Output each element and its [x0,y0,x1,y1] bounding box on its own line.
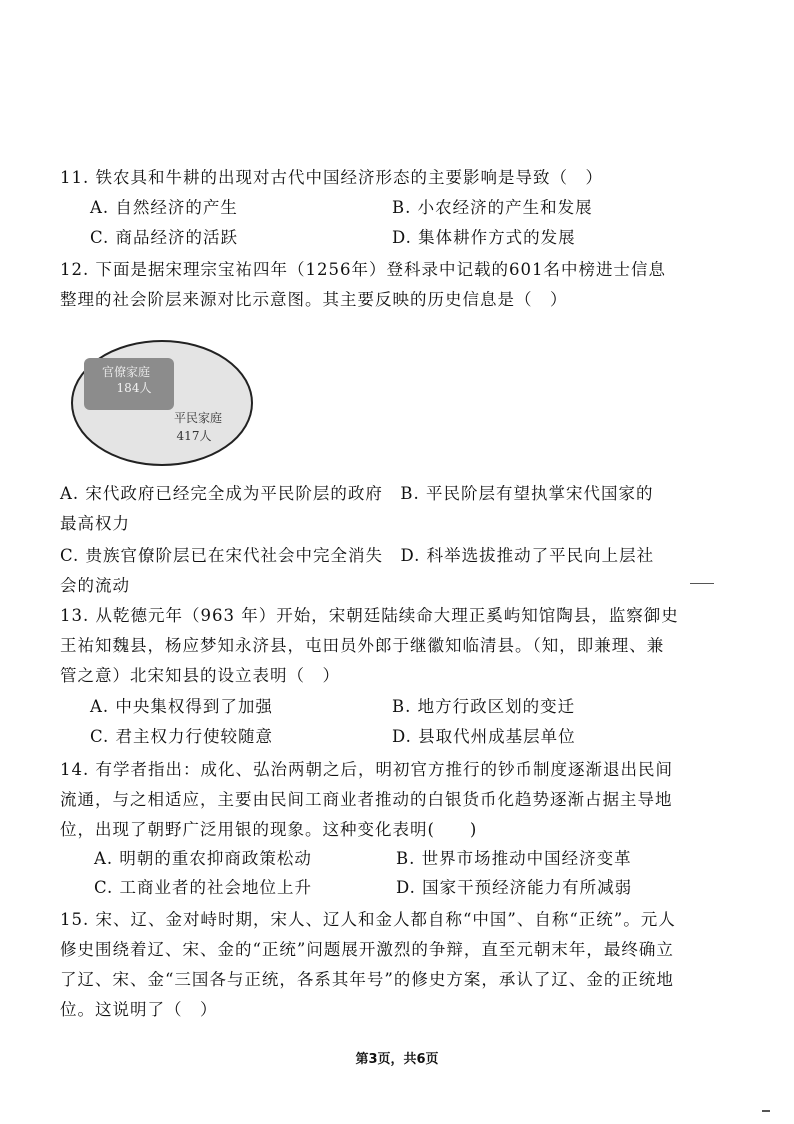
question-13-option-c: C. 君主权力行使较随意 [90,727,274,746]
question-12-options-c-d: C. 贵族官僚阶层已在宋代社会中完全消失 D. 科举选拔推动了平民向上层社 [60,546,655,565]
question-14-stem-line-1: 14. 有学者指出：成化、弘治两朝之后，明初官方推行的钞币制度逐渐退出民间 [60,760,673,779]
question-12-stem-line-1: 12. 下面是据宋理宗宝祐四年（1256年）登科录中记载的601名中榜进士信息 [60,260,666,279]
question-15-stem-line-3: 了辽、宋、金“三国各与正统，各系其年号”的修史方案，承认了辽、金的正统地 [60,970,674,989]
question-11-option-c: C. 商品经济的活跃 [90,228,239,247]
question-14-option-a: A. 明朝的重农抑商政策松动 [94,849,312,868]
question-12-stem-line-2: 整理的社会阶层来源对比示意图。其主要反映的历史信息是（ ） [60,290,568,309]
question-14-option-c: C. 工商业者的社会地位上升 [94,878,313,897]
question-15-stem-line-1: 15. 宋、辽、金对峙时期，宋人、辽人和金人都自称“中国”、自称“正统”。元人 [60,910,676,929]
question-15-stem-line-2: 修史围绕着辽、宋、金的“正统”问题展开激烈的争辩，直至元朝末年，最终确立 [60,940,674,959]
question-12-options-a-b: A. 宋代政府已经完全成为平民阶层的政府 B. 平民阶层有望执掌宋代国家的 [60,484,654,503]
question-14-option-b: B. 世界市场推动中国经济变革 [396,849,632,868]
question-15-stem-line-4: 位。这说明了（ ） [60,1000,218,1019]
question-13-stem-line-2: 王祐知魏县，杨应梦知永济县，屯田员外郎于继徽知临清县。（知，即兼理、兼 [60,636,665,655]
question-13-stem-line-1: 13. 从乾德元年（963 年）开始，宋朝廷陆续命大理正奚屿知馆陶县，监察御史 [60,606,679,625]
question-14-stem-line-2: 流通，与之相适应，主要由民间工商业者推动的白银货币化趋势逐渐占据主导地 [60,790,673,809]
question-12-option-d-continued: 会的流动 [60,576,130,595]
commoner-family-count: 417人 [176,429,212,443]
question-13-option-d: D. 县取代州成基层单位 [392,727,576,746]
official-family-count: 184人 [116,381,152,395]
class-origin-diagram-svg [70,338,254,468]
class-origin-diagram [70,338,254,468]
question-11-option-b: B. 小农经济的产生和发展 [392,198,593,217]
scan-artifact-mark [762,1110,770,1112]
question-13-option-b: B. 地方行政区划的变迁 [392,697,576,716]
question-14-stem-line-3: 位，出现了朝野广泛用银的现象。这种变化表明( ) [60,820,478,839]
question-11-stem: 11. 铁农具和牛耕的出现对古代中国经济形态的主要影响是导致（ ） [60,168,603,187]
question-11-option-a: A. 自然经济的产生 [90,198,238,217]
question-13-stem-line-3: 管之意）北宋知县的设立表明（ ） [60,666,340,685]
question-13-option-a: A. 中央集权得到了加强 [90,697,273,716]
commoner-family-label: 平民家庭 [173,411,223,425]
question-14-option-d: D. 国家干预经济能力有所减弱 [396,878,633,897]
question-11-option-d: D. 集体耕作方式的发展 [392,228,576,247]
page-number: 第3页，共6页 [355,1052,439,1067]
scan-artifact-mark [690,583,714,584]
official-family-label: 官僚家庭 [101,365,151,379]
question-12-option-b-continued: 最高权力 [60,514,130,533]
